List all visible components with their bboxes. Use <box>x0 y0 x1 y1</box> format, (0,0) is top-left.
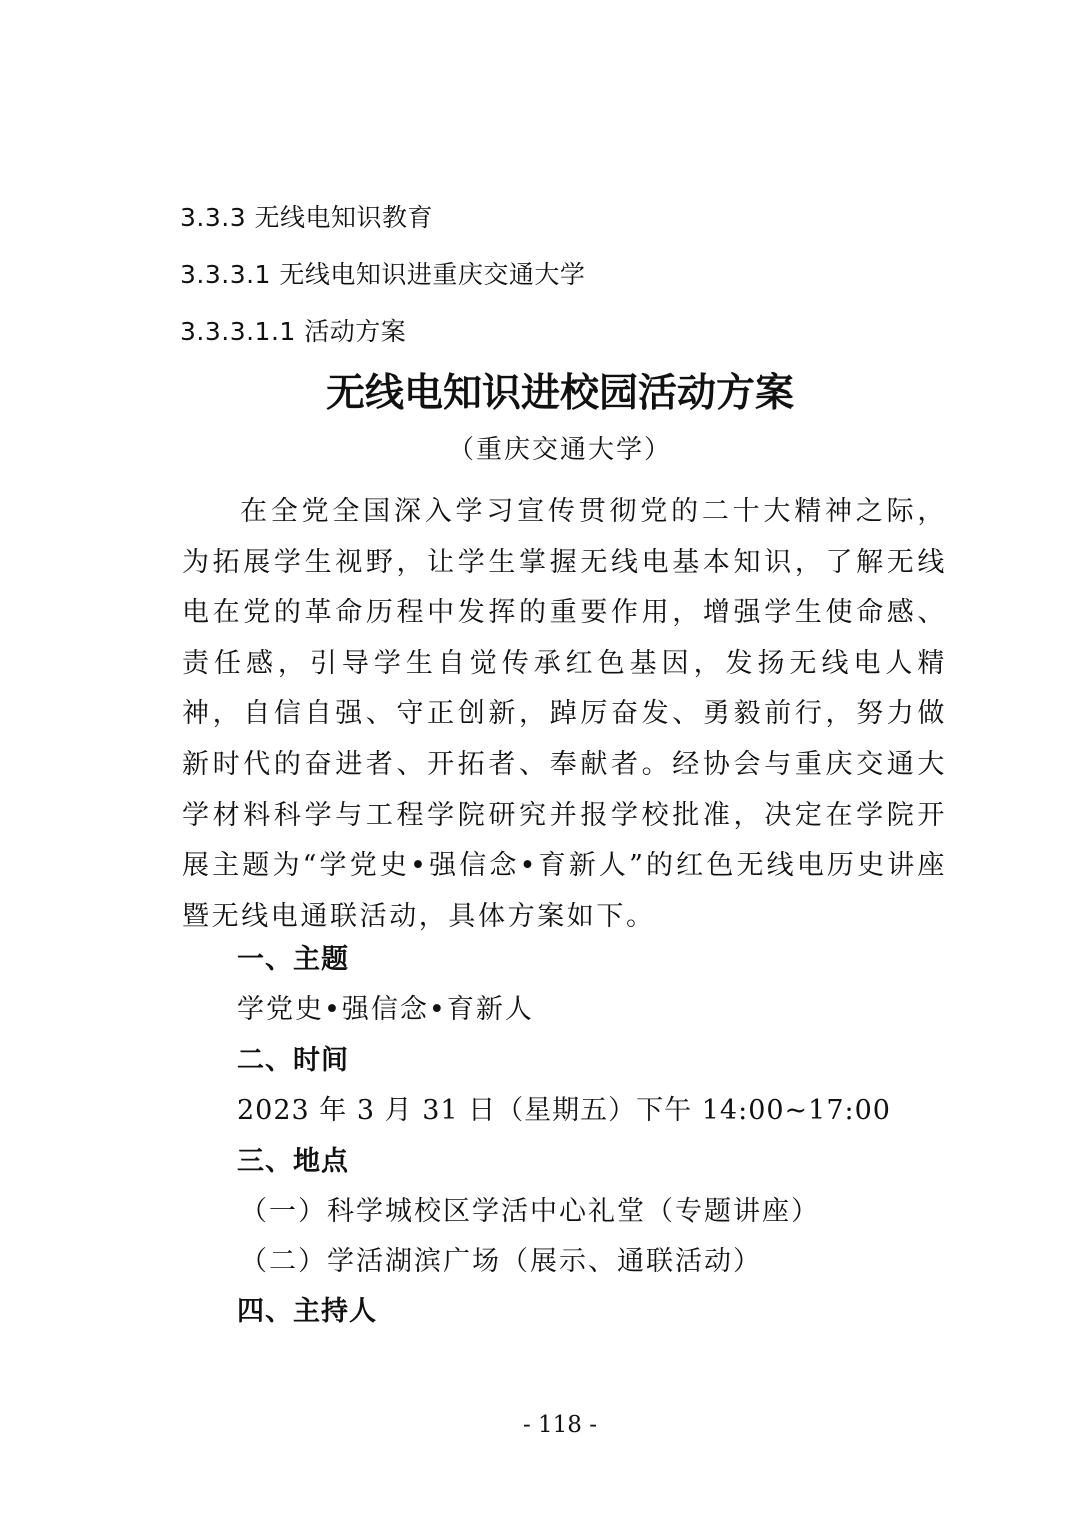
location-heading: 三、地点 <box>237 1146 349 1177</box>
time-text: 2023 年 3 月 31 日（星期五）下午 14:00~17:00 <box>237 1095 891 1126</box>
time-heading: 二、时间 <box>237 1045 349 1076</box>
location-item-1: （一）科学城校区学活中心礼堂（专题讲座） <box>240 1196 820 1227</box>
theme-text: 学党史•强信念•育新人 <box>237 994 534 1025</box>
document-title: 无线电知识进校园活动方案 <box>325 370 794 416</box>
section-heading-3-3-3-1: 3.3.3.1 无线电知识进重庆交通大学 <box>180 260 586 289</box>
host-heading: 四、主持人 <box>237 1296 377 1327</box>
intro-paragraph: 在全党全国深入学习宣传贯彻党的二十大精神之际，为拓展学生视野，让学生掌握无线电基本知识，了解无线电在党的革命历程中发挥的重要作用，增强学生使命感、责任感，引导学生自觉传承红色基因，发扬无线电人精神，自信自强、守正创新，踔厉奋发、勇毅前行，努力做新时代的奋进者、开拓者、奉献者。经协会与重庆交通大学材料科学与工程学院研究并报学校批准，决定在学院开展主题为“学党史•强信念•育新人”的红色无线电历史讲座暨无线电通联活动，具体方案如下。 <box>182 496 947 932</box>
section-heading-3-3-3-1-1: 3.3.3.1.1 活动方案 <box>180 317 407 346</box>
document-subtitle: （重庆交通大学） <box>447 435 672 465</box>
location-item-2: （二）学活湖滨广场（展示、通联活动） <box>240 1246 762 1277</box>
section-heading-3-3-3: 3.3.3 无线电知识教育 <box>180 203 434 232</box>
theme-heading: 一、主题 <box>237 944 349 975</box>
page-number: - 118 - <box>522 1412 598 1438</box>
